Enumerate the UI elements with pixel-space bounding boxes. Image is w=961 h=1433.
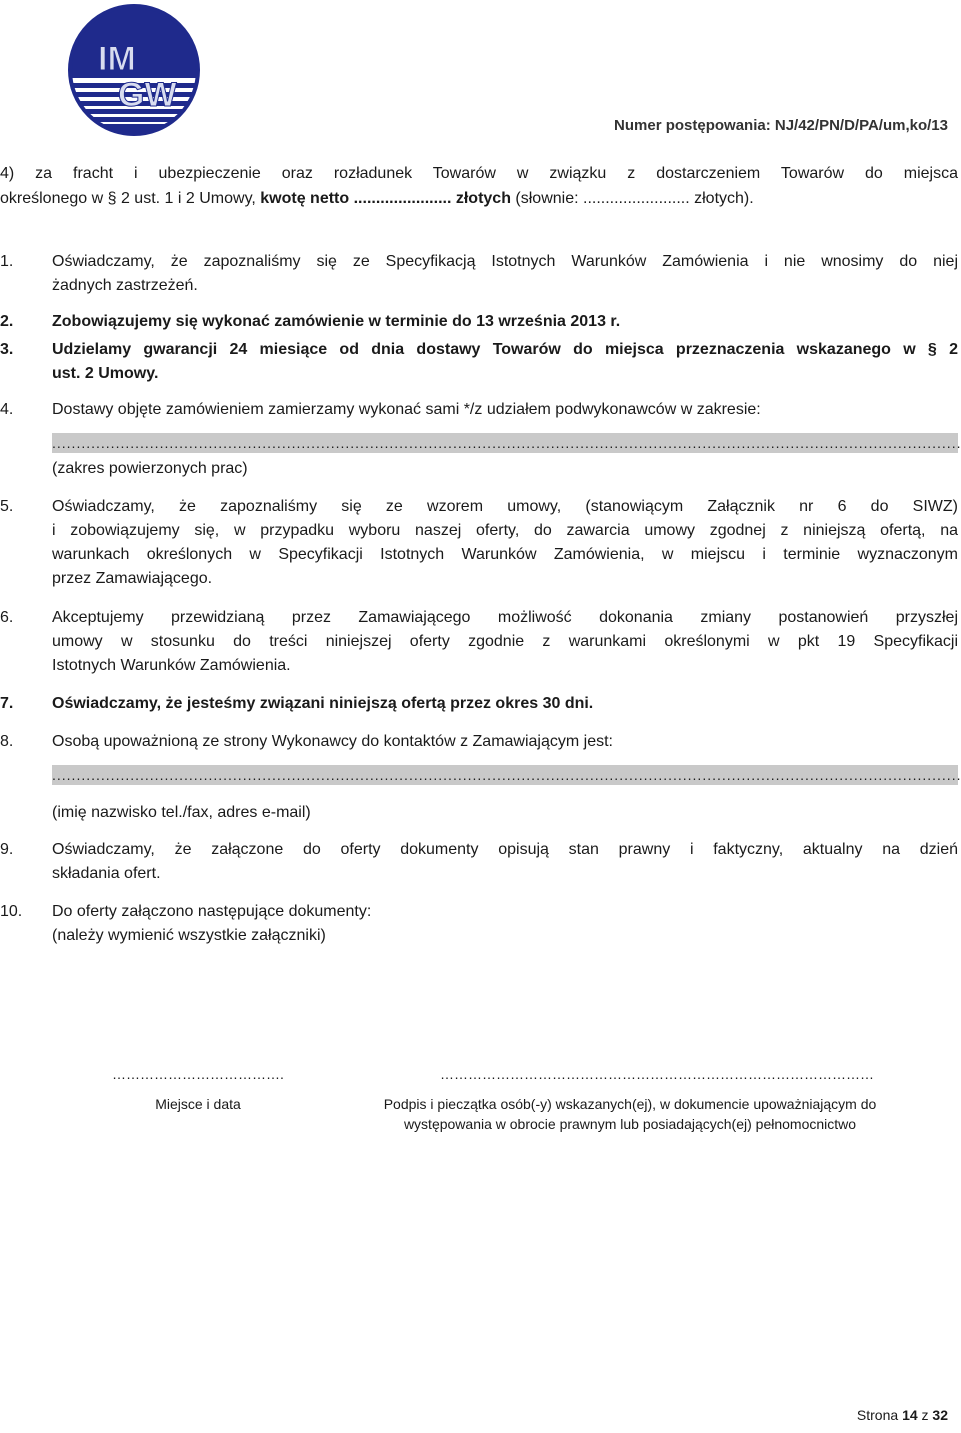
place-date-dots: ………………………………. <box>112 1066 284 1082</box>
item-2-text: Zobowiązujemy się wykonać zamówienie w terminie do 13 września 2013 r. <box>52 313 621 330</box>
svg-text:IM: IM <box>98 40 136 78</box>
page-mid: z <box>917 1407 933 1423</box>
signature-label-2: występowania w obrocie prawnym lub posiadających(ej) pełnomocnictwo <box>403 1116 857 1132</box>
page-total: 32 <box>932 1407 948 1423</box>
contact-person-field[interactable]: .......................................................................................................................................................................................... <box>52 767 961 783</box>
item-3-line: Udzielamy gwarancji 24 miesiące od dnia dostawy Towarów do miejsca przeznaczenia wskazanego w § 2 <box>52 341 958 358</box>
item-7-text: Oświadczamy, że jesteśmy związani niniejszą ofertą przez okres 30 dni. <box>52 695 594 712</box>
page-current: 14 <box>902 1407 918 1423</box>
item-3-number: 3. <box>0 341 14 358</box>
freight-text-a: określonego w § 2 ust. 1 i 2 Umowy, <box>0 190 261 207</box>
item-9-number: 9. <box>0 841 14 858</box>
item-10-line: (należy wymienić wszystkie załączniki) <box>52 927 326 944</box>
item-8-text: Osobą upoważnioną ze strony Wykonawcy do kontaktów z Zamawiającym jest: <box>52 733 613 750</box>
page-prefix: Strona <box>856 1407 903 1423</box>
item-6-line: Akceptujemy przewidzianą przez Zamawiającego możliwość dokonania zmiany postanowień przyszłej <box>52 609 958 626</box>
item-10-line: Do oferty załączono następujące dokumenty: <box>52 903 372 920</box>
item-10-number: 10. <box>0 903 23 920</box>
item-6-text <box>52 606 958 678</box>
place-date-label: Miejsce i data <box>155 1096 241 1112</box>
freight-currency: złotych <box>451 190 511 207</box>
item-5-text <box>52 495 958 591</box>
imgw-logo <box>68 4 200 136</box>
item-5-number: 5. <box>0 498 14 515</box>
item-1-line: żadnych zastrzeżeń. <box>52 277 198 294</box>
item-3-text <box>52 338 958 386</box>
item-6-line: umowy w stosunku do treści niniejszej oferty zgodnie z warunkami określonymi w pkt 19 Specyfikacji <box>52 633 958 650</box>
item-5-line: i zobowiązujemy się, w przypadku wyboru naszej oferty, do zawarcia umowy zgodnej z niniejszą ofertą, na <box>52 522 958 539</box>
item-4-text: Dostawy objęte zamówieniem zamierzamy wykonać sami */z udziałem podwykonawców w zakresie: <box>52 401 761 418</box>
item-5-line: przez Zamawiającego. <box>52 570 213 587</box>
signature-label-1: Podpis i pieczątka osób(-y) wskazanych(ej), w dokumencie upoważniającym do <box>383 1096 877 1112</box>
item-1-text <box>52 250 958 298</box>
svg-text:GW: GW <box>118 76 177 114</box>
item-1-number: 1. <box>0 253 14 270</box>
subcontract-scope-field[interactable]: .......................................................................................................................................................................................... <box>52 435 961 451</box>
item-8-number: 8. <box>0 733 14 750</box>
item-2-number: 2. <box>0 313 14 330</box>
item-1-line: Oświadczamy, że zapoznaliśmy się ze Specyfikacją Istotnych Warunków Zamówienia i nie wnosimy do niej <box>52 253 958 270</box>
case-number: Numer postępowania: NJ/42/PN/D/PA/um,ko/13 <box>614 117 948 134</box>
item-10-text <box>52 900 958 948</box>
item-5-line: Oświadczamy, że zapoznaliśmy się ze wzorem umowy, (stanowiącym Załącznik nr 6 do SIWZ) <box>52 498 958 515</box>
item-9-line: składania ofert. <box>52 865 161 882</box>
item-7-number: 7. <box>0 695 14 712</box>
subcontract-scope-note: (zakres powierzonych prac) <box>52 460 248 477</box>
freight-net-dots: ...................... <box>353 190 452 207</box>
freight-line-2 <box>0 187 958 211</box>
item-9-line: Oświadczamy, że załączone do oferty dokumenty opisują stan prawny i faktyczny, aktualny na dzień <box>52 841 958 858</box>
item-6-line: Istotnych Warunków Zamówienia. <box>52 657 291 674</box>
page-number <box>857 1407 948 1423</box>
contact-person-note: (imię nazwisko tel./fax, adres e-mail) <box>52 804 311 821</box>
item-5-line: warunkach określonych w Specyfikacji Istotnych Warunków Zamówienia, w miejscu i terminie wyznaczonym <box>52 546 958 563</box>
freight-words: (słownie: ........................ złotych). <box>510 190 754 207</box>
item-6-number: 6. <box>0 609 14 626</box>
freight-line-1: 4) za fracht i ubezpieczenie oraz rozładunek Towarów w związku z dostarczeniem Towarów do miejsca <box>0 165 958 182</box>
item-4-number: 4. <box>0 401 14 418</box>
freight-net-label: kwotę netto <box>260 190 354 207</box>
signature-dots: ………………………………………………………………………………… <box>440 1066 874 1082</box>
item-9-text <box>52 838 958 886</box>
item-3-line: ust. 2 Umowy. <box>52 365 159 382</box>
